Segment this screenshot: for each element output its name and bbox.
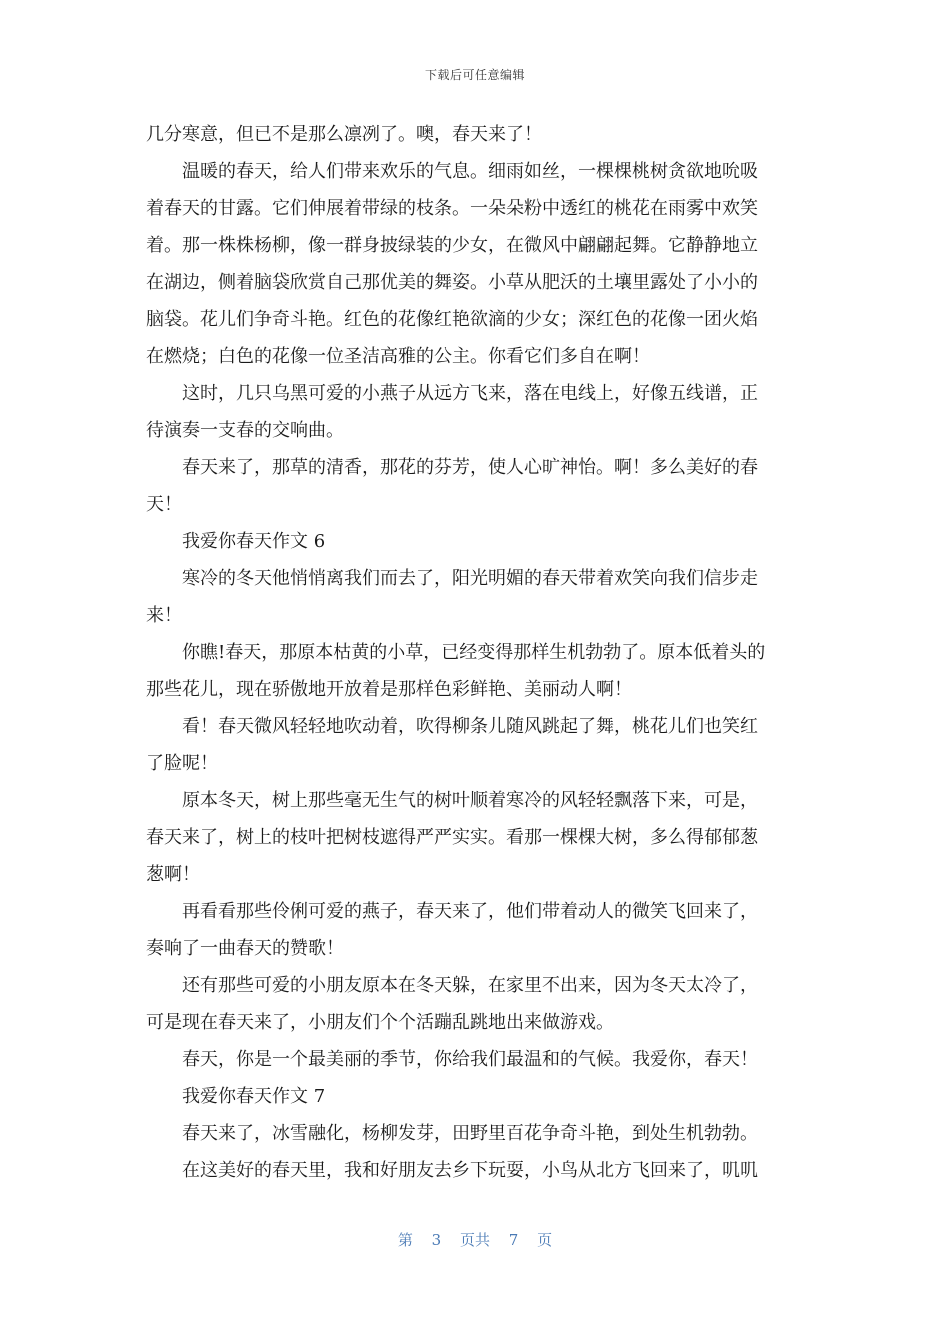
text-line: 那些花儿，现在骄傲地开放着是那样色彩鲜艳、美丽动人啊！ — [146, 679, 632, 700]
text-line: 春天，你是一个最美丽的季节，你给我们最温和的气候。我爱你，春天！ — [182, 1049, 758, 1070]
text-line: 看！春天微风轻轻地吹动着，吹得柳条儿随风跳起了舞，桃花儿们也笑红 — [182, 716, 758, 737]
text-line: 着春天的甘露。它们伸展着带绿的枝条。一朵朵粉中透红的桃花在雨雾中欢笑 — [146, 198, 758, 219]
document-body — [146, 116, 806, 1189]
text-line: 温暖的春天，给人们带来欢乐的气息。细雨如丝，一棵棵桃树贪欲地吮吸 — [182, 161, 758, 182]
page-header: 下载后可任意编辑 — [424, 68, 525, 82]
text-line: 在这美好的春天里，我和好朋友去乡下玩耍，小鸟从北方飞回来了，叽叽 — [182, 1160, 758, 1181]
text-line: 寒冷的冬天他悄悄离我们而去了，阳光明媚的春天带着欢笑向我们信步走 — [182, 568, 758, 589]
text-line: 天！ — [146, 494, 182, 515]
text-line: 在燃烧；白色的花像一位圣洁高雅的公主。你看它们多自在啊！ — [146, 346, 650, 367]
text-line: 这时，几只乌黑可爱的小燕子从远方飞来，落在电线上，好像五线谱，正 — [182, 383, 758, 404]
text-line: 春天来了，那草的清香，那花的芬芳，使人心旷神怡。啊！多么美好的春 — [182, 457, 758, 478]
text-line: 原本冬天，树上那些毫无生气的树叶顺着寒冷的风轻轻飘落下来，可是， — [182, 790, 758, 811]
text-line: 了脸呢！ — [146, 753, 218, 774]
text-line: 奏响了一曲春天的赞歌！ — [146, 938, 344, 959]
text-line: 几分寒意，但已不是那么凛冽了。噢，春天来了！ — [146, 124, 542, 145]
text-line: 在湖边，侧着脑袋欣赏自己那优美的舞姿。小草从肥沃的土壤里露处了小小的 — [146, 272, 758, 293]
text-line: 葱啊！ — [146, 864, 200, 885]
text-line: 我爱你春天作文 7 — [182, 1086, 326, 1107]
text-line: 春天来了，冰雪融化，杨柳发芽，田野里百花争奇斗艳，到处生机勃勃。 — [182, 1123, 758, 1144]
text-line: 再看看那些伶俐可爱的燕子，春天来了，他们带着动人的微笑飞回来了， — [182, 901, 758, 922]
text-line: 着。那一株株杨柳，像一群身披绿装的少女，在微风中翩翩起舞。它静静地立 — [146, 235, 758, 256]
text-line: 我爱你春天作文 6 — [182, 531, 326, 552]
text-line: 还有那些可爱的小朋友原本在冬天躲，在家里不出来，因为冬天太冷了， — [182, 975, 758, 996]
text-line: 可是现在春天来了，小朋友们个个活蹦乱跳地出来做游戏。 — [146, 1012, 614, 1033]
text-line: 待演奏一支春的交响曲。 — [146, 420, 344, 441]
text-line: 你瞧!春天，那原本枯黄的小草，已经变得那样生机勃勃了。原本低着头的 — [182, 642, 766, 663]
text-line: 来！ — [146, 605, 182, 626]
text-line: 脑袋。花儿们争奇斗艳。红色的花像红艳欲滴的少女；深红色的花像一团火焰 — [146, 309, 758, 330]
text-line: 春天来了，树上的枝叶把树枝遮得严严实实。看那一棵棵大树，多么得郁郁葱 — [146, 827, 758, 848]
page-number-footer: 第 3 页共 7 页 — [397, 1231, 553, 1249]
